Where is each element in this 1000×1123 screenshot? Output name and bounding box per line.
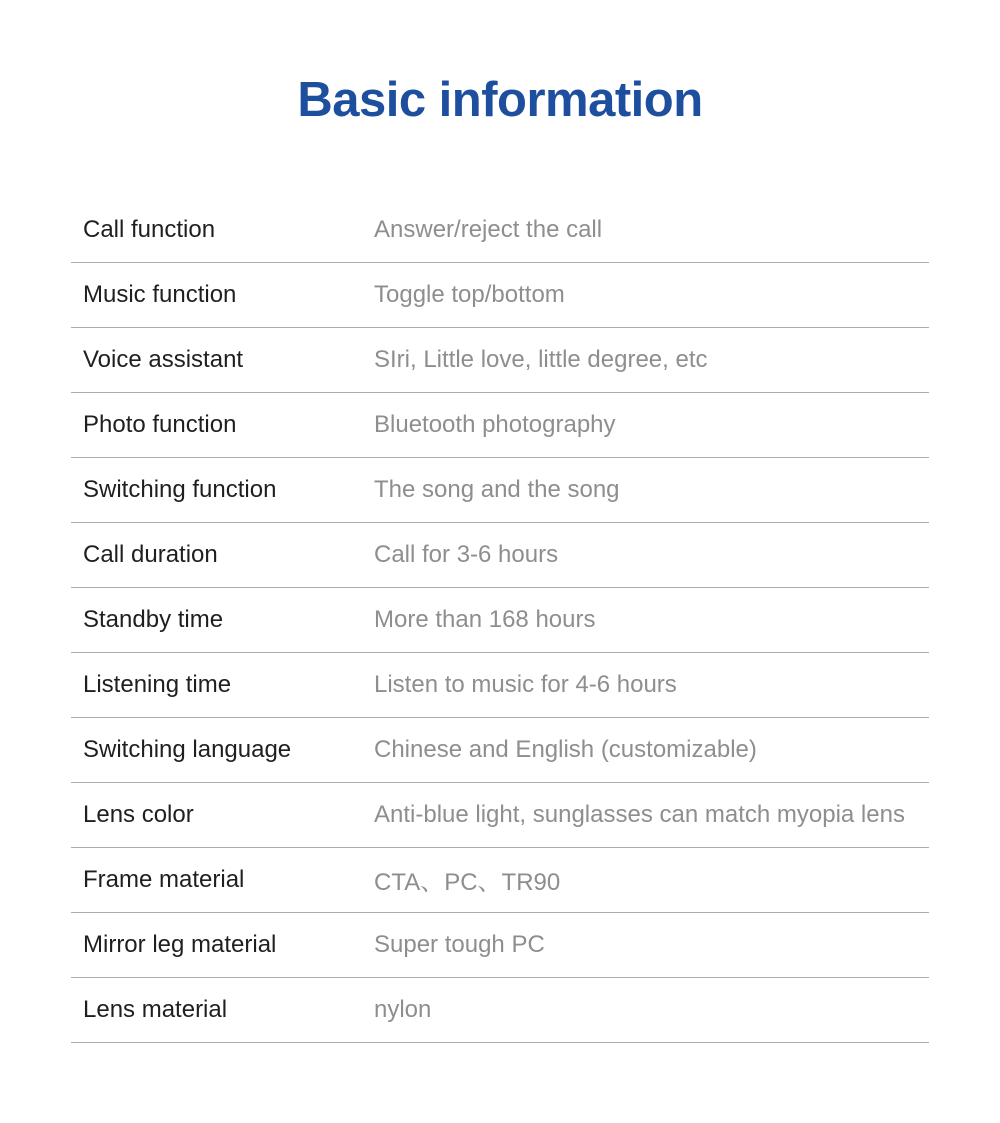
spec-value: SIri, Little love, little degree, etc	[374, 345, 708, 373]
spec-label: Mirror leg material	[83, 930, 277, 958]
spec-value: Listen to music for 4-6 hours	[374, 670, 677, 698]
spec-label: Listening time	[83, 670, 232, 698]
spec-row-call-function	[71, 198, 929, 263]
spec-value: nylon	[374, 995, 432, 1023]
spec-label: Standby time	[83, 605, 224, 633]
spec-label: Voice assistant	[83, 345, 244, 373]
spec-value: Super tough PC	[374, 930, 545, 958]
spec-row-mirror-leg-material	[71, 913, 929, 978]
spec-value: Chinese and English (customizable)	[374, 735, 757, 763]
spec-label: Frame material	[83, 865, 245, 893]
spec-value: More than 168 hours	[374, 605, 596, 633]
spec-row-voice-assistant	[71, 328, 929, 393]
spec-value: Bluetooth photography	[374, 410, 616, 438]
spec-value: Answer/reject the call	[374, 215, 603, 243]
spec-label: Lens color	[83, 800, 194, 828]
spec-value: Call for 3-6 hours	[374, 540, 559, 568]
spec-row-listening-time	[71, 653, 929, 718]
spec-value: The song and the song	[374, 475, 620, 503]
spec-row-standby-time	[71, 588, 929, 653]
spec-label: Call duration	[83, 540, 218, 568]
spec-row-music-function	[71, 263, 929, 328]
spec-label: Photo function	[83, 410, 237, 438]
spec-value: Anti-blue light, sunglasses can match myopia lens	[374, 800, 905, 828]
spec-value: Toggle top/bottom	[374, 280, 565, 308]
spec-table	[71, 198, 929, 1043]
spec-label: Lens material	[83, 995, 228, 1023]
spec-label: Call function	[83, 215, 216, 243]
spec-row-switching-function	[71, 458, 929, 523]
spec-row-frame-material	[71, 848, 929, 913]
spec-row-lens-material	[71, 978, 929, 1043]
spec-label: Switching language	[83, 735, 292, 763]
page-title: Basic information	[297, 73, 703, 127]
spec-row-call-duration	[71, 523, 929, 588]
spec-row-photo-function	[71, 393, 929, 458]
spec-label: Music function	[83, 280, 237, 308]
spec-row-lens-color	[71, 783, 929, 848]
spec-row-switching-language	[71, 718, 929, 783]
spec-value: CTA、PC、TR90	[374, 869, 561, 897]
spec-label: Switching function	[83, 475, 277, 503]
